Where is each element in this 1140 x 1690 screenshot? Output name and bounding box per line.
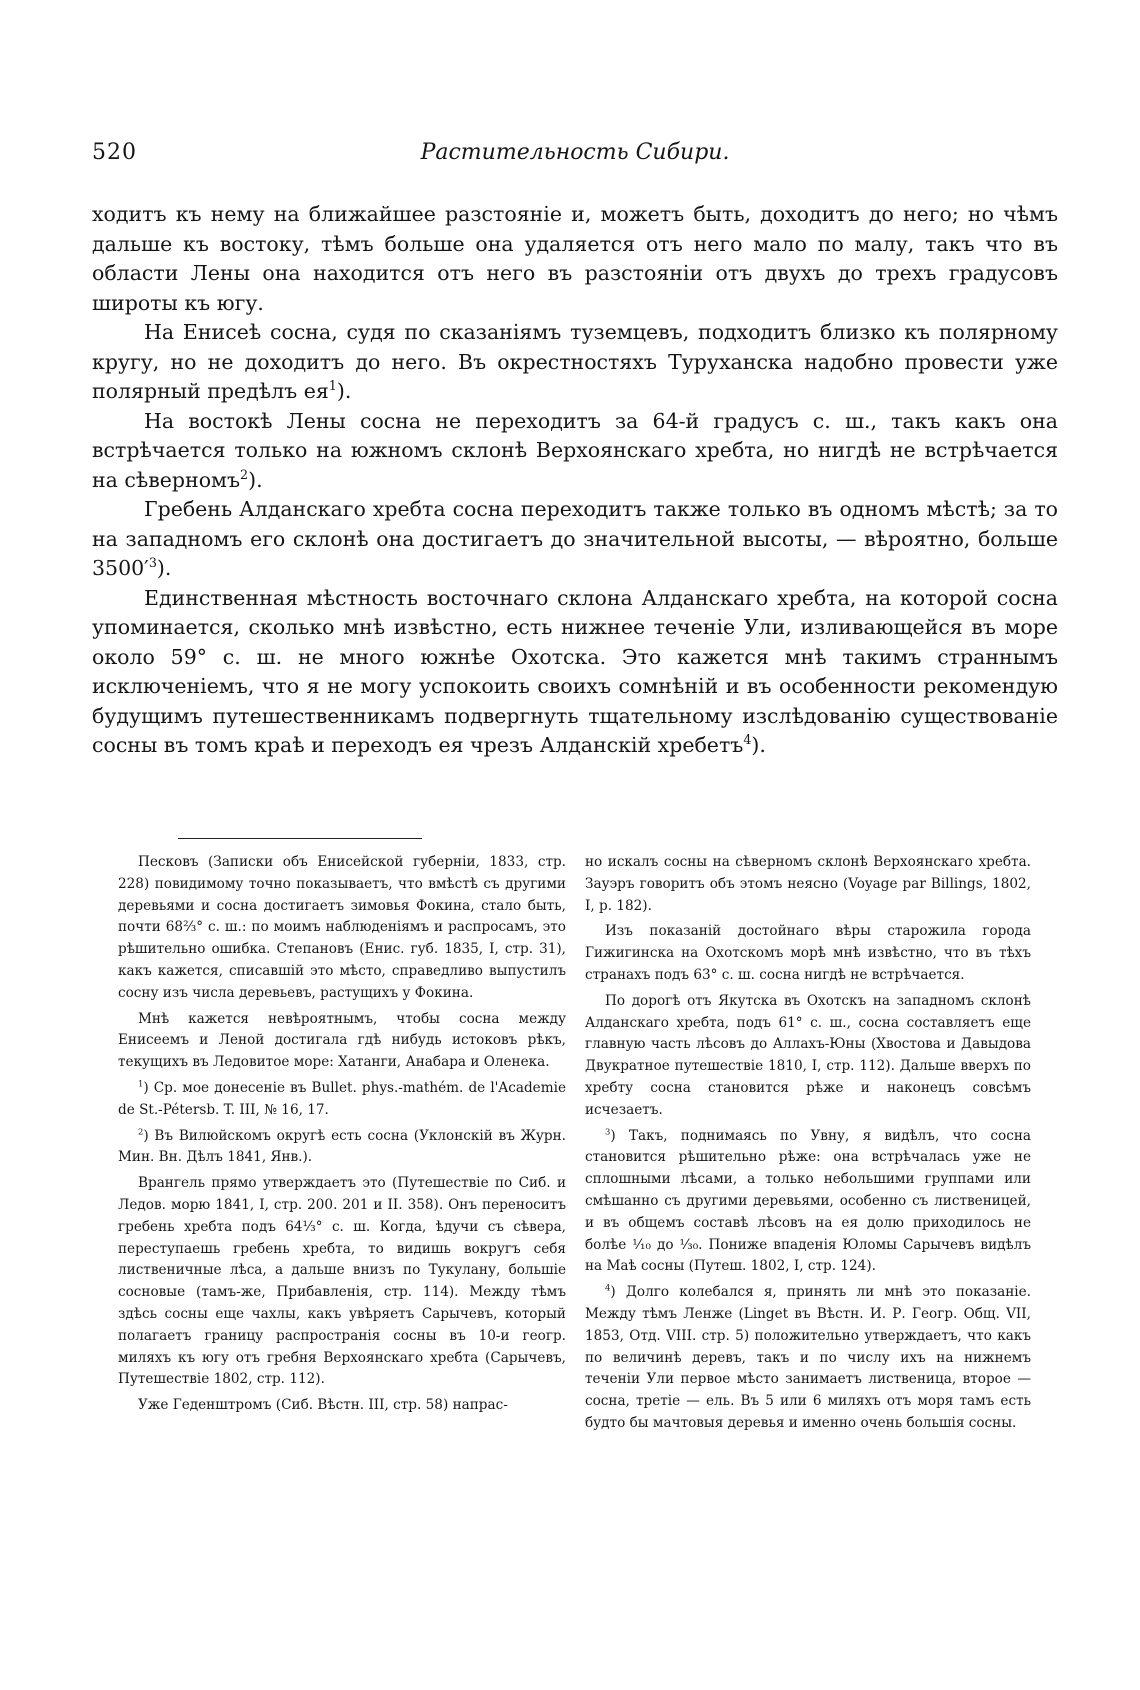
footnote-left-1: Песковъ (Записки объ Енисейской губерніи, 1833, стр. 228) повидимому точно показываетъ, что вмѣстѣ съ другими деревьями и сосна достигаетъ зимовья Фокина, стало быть, почти 68⅔° с. ш.: по моимъ наблюденіямъ и распросамъ, это рѣшительно ошибка. Степановъ (Енис. губ. 1835, I, стр. 31), какъ кажется, списавшій это мѣсто, справедливо выпустилъ сосну изъ числа деревьевъ, растущихъ у Фокина.	[118, 854, 566, 1001]
page-header	[92, 140, 1058, 176]
footnote-1-text: ) Ср. мое донесеніе въ Bullet. phys.-mathém. de l'Academie de St.-Pétersb. T. III, № 16, 17.	[118, 1079, 566, 1118]
footnote-right-3: По дорогѣ отъ Якутска въ Охотскъ на западномъ склонѣ Алданскаго хребта, подъ 61° с. ш., сосна составляетъ еще главную часть лѣсовъ до Аллахъ-Юны (Хвостова и Давыдова Двукратное путешествіе 1810, I, стр. 112). Дальше вверхъ по хребту сосна становится рѣже и наконецъ совсѣмъ исчезаетъ.	[585, 992, 1031, 1118]
paragraph-4-end: ).	[156, 556, 172, 580]
footnote-2-text: ) Въ Вилюйскомъ округѣ есть сосна (Уклонскій въ Журн. Мин. Вн. Дѣлъ 1841, Янв.).	[118, 1127, 566, 1166]
footnote-ref-3: 3	[148, 555, 157, 571]
footnote-left-5: Врангель прямо утверждаетъ это (Путешествіе по Сиб. и Ледов. морю 1841, I, стр. 200. 201 и II. 358). Онъ переноситъ гребень хребта подъ 64⅓° с. ш. Когда, ѣдучи съ сѣвера, переступаешь гребень хребта, то видишь вокругъ себя лиственичные лѣса, а дальше внизъ по Тукулану, большіе сосновые (тамъ-же, Прибавленія, стр. 114). Между тѣмъ здѣсь сосны еще чахлы, какъ увѣряетъ Сарычевъ, который полагаетъ границу распространія сосны въ 10-и геогр. миляхъ къ югу отъ гребня Верхоянскаго хребта (Сарычевъ, Путешествіе 1802, стр. 112).	[118, 1175, 566, 1388]
footnote-left-2: Мнѣ кажется невѣроятнымъ, чтобы сосна между Енисеемъ и Леной достигала гдѣ нибудь истоковъ рѣкъ, текущихъ въ Ледовитое море: Хатанги, Анабара и Оленека.	[118, 1010, 566, 1071]
footnote-ref-4: 4	[743, 732, 752, 748]
footnote-right-2: Изъ показаній достойнаго вѣры старожила города Гижигинска на Охотскомъ морѣ мнѣ извѣстно, что въ тѣхъ странахъ подъ 63° с. ш. сосна нигдѣ не встрѣчается.	[585, 923, 1031, 983]
footnote-1	[118, 1078, 566, 1122]
paragraph-5-text: Единственная мѣстность восточнаго склона Алданскаго хребта, на которой сосна упоминается, сколько мнѣ извѣстно, есть нижнее теченіе Ули, изливающейся въ море около 59° с. ш. не много южнѣе Охотска. Это кажется мнѣ такимъ страннымъ исключеніемъ, что я не могу успокоить своихъ сомнѣній и въ особенности рекомендую будущимъ путешественникамъ подвергнуть тщательному изслѣдованію существованіе сосны въ томъ краѣ и переходъ ея чрезъ Алданскій хребетъ	[92, 585, 1058, 757]
paragraph-1: ходитъ къ нему на ближайшее разстояніе и, можетъ быть, доходитъ до него; но чѣмъ дальше къ востоку, тѣмъ больше она удаляется отъ него мало по малу, такъ что въ области Лены она находится отъ него въ разстояніи отъ двухъ до трехъ градусовъ широты къ югу.	[92, 202, 1058, 315]
footnotes-left-column	[118, 852, 566, 1417]
footnote-3	[585, 1126, 1031, 1279]
paragraph-2	[92, 318, 1058, 407]
footnote-1-mark: 1	[138, 1078, 144, 1089]
footnote-ref-1: 1	[328, 378, 337, 394]
footnote-ref-2: 2	[240, 466, 249, 482]
paragraph-2-end: ).	[336, 379, 352, 403]
footnotes-right-column	[585, 852, 1031, 1435]
footnote-4-text: ) Долго колебался я, принять ли мнѣ это показаніе. Между тѣмъ Ленже (Linget въ Вѣстн. И. Р. Геогр. Общ. VII, 1853, Отд. VIII. стр. 5) положительно утверждаетъ, что какъ по величинѣ деревъ, такъ и по числу ихъ на нижнемъ теченіи Ули первое мѣсто занимаетъ лиственица, второе — сосна, третіе — ель. Въ 5 или 6 миляхъ отъ моря тамъ есть будто бы мачтовыя деревья и именно очень большія сосны.	[585, 1284, 1031, 1431]
paragraph-3	[92, 407, 1058, 496]
paragraph-5	[92, 584, 1058, 761]
main-text	[92, 200, 1058, 761]
running-title: Растительность Сибири.	[420, 140, 730, 165]
footnote-separator	[178, 838, 422, 839]
footnote-4-mark: 4	[605, 1282, 611, 1293]
paragraph-4-text: Гребень Алданскаго хребта сосна переходитъ также только въ одномъ мѣстѣ; за то на западномъ его склонѣ она достигаетъ до значительной высоты, — вѣроятно, больше 3500′	[92, 497, 1058, 580]
footnote-2	[118, 1126, 566, 1170]
paragraph-2-text: На Енисеѣ сосна, судя по сказаніямъ туземцевъ, подходитъ близко къ полярному кругу, но не доходитъ до него. Въ окрестностяхъ Туруханска надобно провести уже полярный предѣлъ ея	[92, 320, 1058, 403]
paragraph-5-end: ).	[751, 733, 766, 757]
paragraph-3-text: На востокѣ Лены сосна не переходитъ за 64-й градусъ с. ш., такъ какъ она встрѣчается только на южномъ склонѣ Верхоянскаго хребта, но нигдѣ не встрѣчается на сѣверномъ	[92, 408, 1058, 492]
footnote-4	[585, 1282, 1031, 1435]
paragraph-3-end: ).	[248, 467, 263, 492]
paragraph-4	[92, 495, 1058, 584]
page-number: 520	[92, 140, 137, 165]
footnote-left-6: Уже Геденштромъ (Сиб. Вѣстн. III, стр. 58) напрас-	[138, 1397, 508, 1414]
footnote-3-text: ) Такъ, поднимаясь по Увну, я видѣлъ, что сосна становится рѣшительно рѣже: она встрѣчалась уже не сплошными лѣсами, а только небольшими группами или смѣшанно съ другими деревьями, особенно съ лиственицей, и въ общемъ составѣ лѣсовъ на ея долю приходилось не болѣе ¹⁄₁₀ до ¹⁄₃₀. Пониже впаденія Юломы Сарычевъ видѣлъ на Маѣ сосны (Путеш. 1802, I, стр. 124).	[585, 1127, 1031, 1275]
footnote-2-mark: 2	[138, 1126, 144, 1137]
footnote-3-mark: 3	[605, 1126, 611, 1137]
footnote-right-1: но искалъ сосны на сѣверномъ склонѣ Верхоянскаго хребта. Зауэръ говоритъ объ этомъ неясно (Voyage par Billings, 1802, I, p. 182).	[585, 854, 1031, 914]
